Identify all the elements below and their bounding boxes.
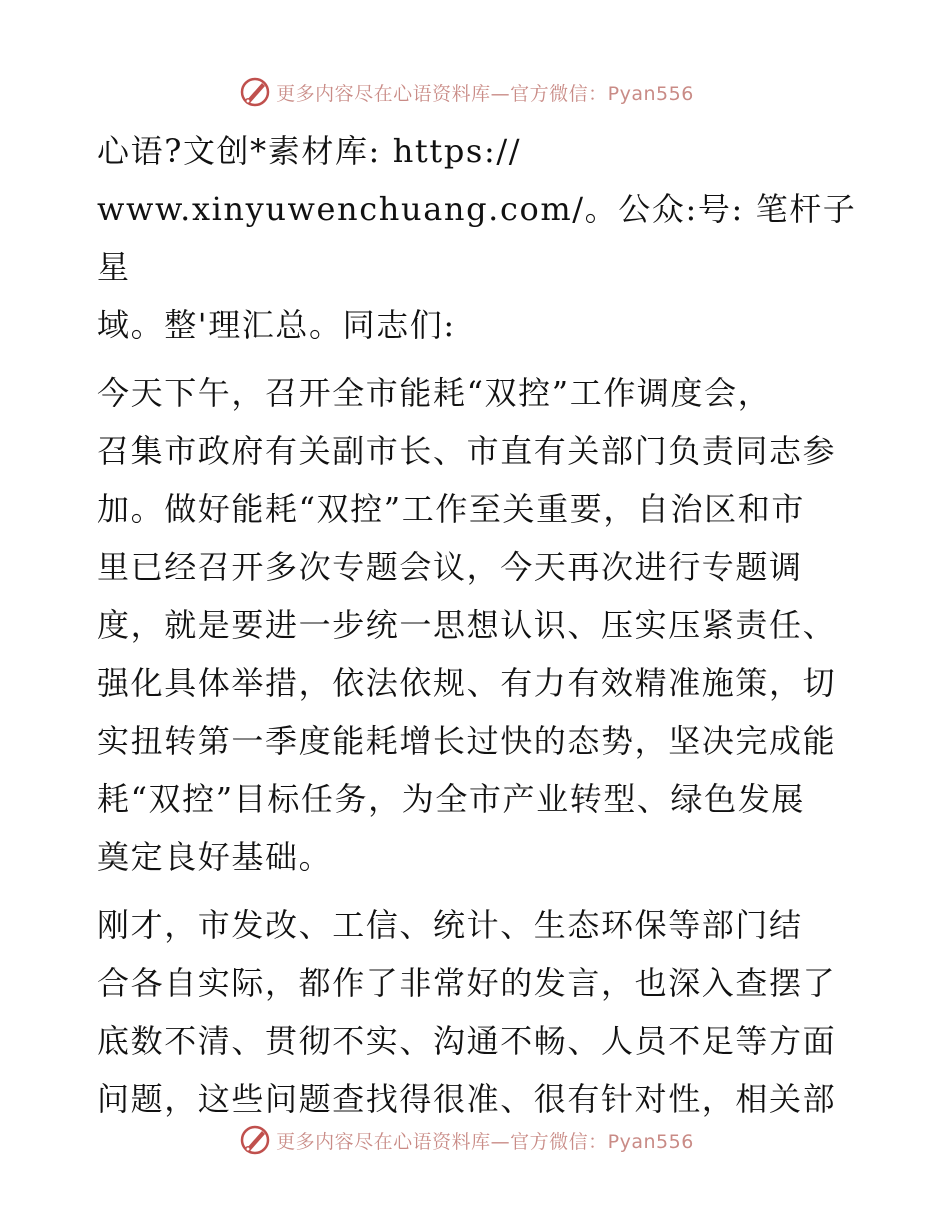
pen-circle-logo-icon bbox=[238, 75, 272, 109]
paragraph-intro: 心语?文创*素材库: https:// www.xinyuwenchuang.com/。公众:号: 笔杆子星 域。整'理汇总。同志们: bbox=[97, 132, 857, 344]
paragraph-meeting: 今天下午，召开全市能耗“双控”工作调度会， 召集市政府有关副市长、市直有关部门负责同志参 加。做好能耗“双控”工作至关重要，自治区和市 里已经召开多次专题会议，今天再次进行专题调 度，就是要进一步统一思想认识、压实压紧责任、 强化具体举措，依法依规、有力有效精准施策，切 实扭转第一季度能耗增长过快的态势，坚决完成能 耗“双控”目标任务，为全市产业转型、绿色发展 奠定良好基础。 bbox=[97, 374, 837, 876]
paragraph-departments: 刚才，市发改、工信、统计、生态环保等部门结 合各自实际，都作了非常好的发言，也深入查摆了 底数不清、贯彻不实、沟通不畅、人员不足等方面 问题，这些问题查找得很准、很有针对性，相关部 bbox=[97, 906, 837, 1118]
pen-circle-logo-icon bbox=[238, 1123, 272, 1157]
header-banner-text: 更多内容尽在心语资料库—官方微信：Pyan556 bbox=[276, 82, 694, 105]
document-body bbox=[97, 122, 857, 1138]
header-banner bbox=[0, 72, 950, 112]
footer-banner-text: 更多内容尽在心语资料库—官方微信：Pyan556 bbox=[276, 1130, 694, 1153]
footer-banner bbox=[0, 1120, 950, 1160]
